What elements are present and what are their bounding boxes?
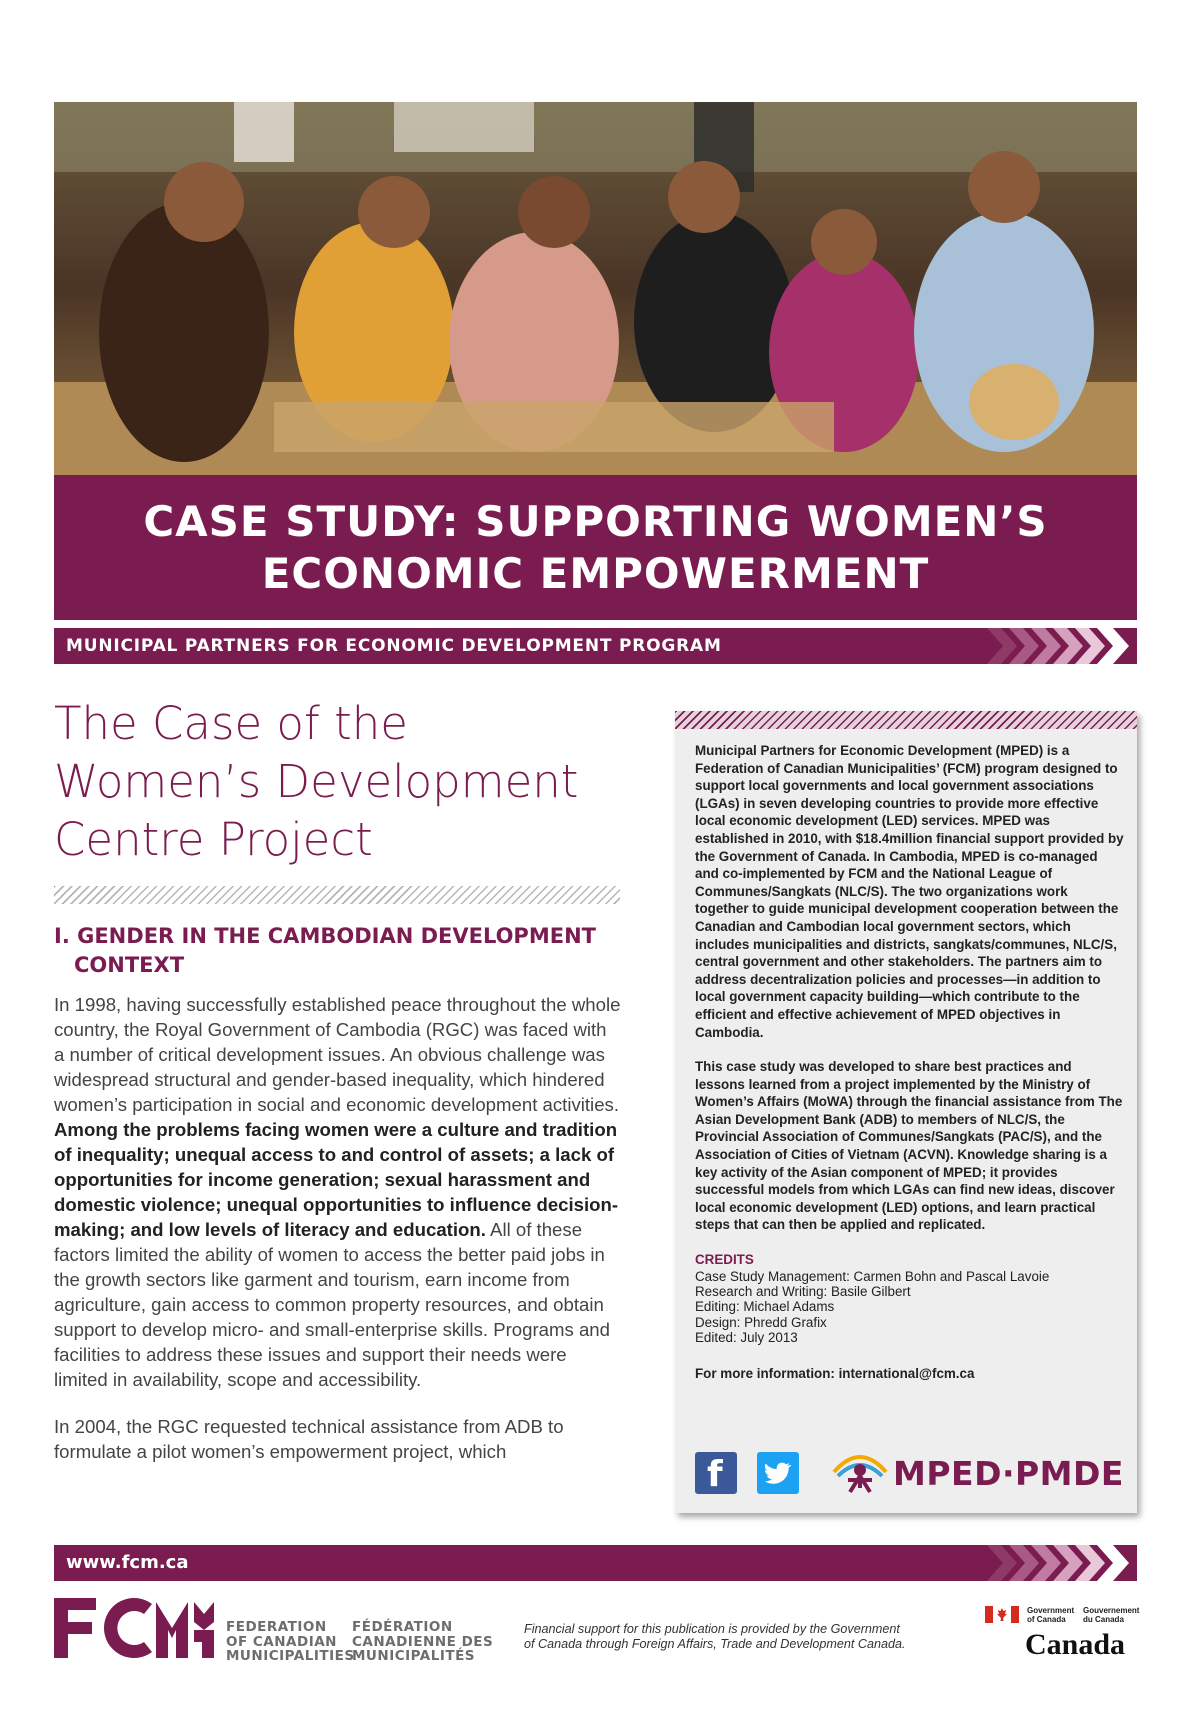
title-banner xyxy=(54,475,1137,620)
sidebar-paragraph: This case study was developed to share best practices and lessons learned from a project implemented by the Ministry of Women’s Affairs (MoWA) through the financial assistance from The Asian Development Bank (ADB) to members of NLC/S, the Provincial Association of Communes/Sangkats (PAC/S), and the Association of Cities of Vietnam (ACVN). Knowledge sharing is a key activity of the Asian component of MPED; it provides successful models from which LGAs can find new ideas, discover local economic development (LED) options, and learn practical steps that can then be applied and replicated. xyxy=(695,1059,1123,1233)
hero-photo xyxy=(54,102,1137,475)
fcm-logo-icon xyxy=(54,1598,214,1658)
sidebar-hatch xyxy=(675,711,1137,729)
fcm-name-french: FÉDÉRATION CANADIENNE DES MUNICIPALITÉS xyxy=(352,1619,494,1664)
bird-icon xyxy=(757,1452,799,1494)
contact-info: For more information: international@fcm.ca xyxy=(695,1366,975,1382)
social-row xyxy=(695,1448,1125,1496)
program-label: MUNICIPAL PARTNERS FOR ECONOMIC DEVELOPMENT PROGRAM xyxy=(66,636,722,656)
credits-list: Case Study Management: Carmen Bohn and Pascal Lavoie Research and Writing: Basile Gilbert Editing: Michael Adams Design: Phredd Grafix Edited: July 2013 xyxy=(695,1268,1050,1345)
paragraph: In 1998, having successfully established peace throughout the whole country, the Royal Government of Cambodia (RGC) was faced with a number of critical development issues. An obvious challenge was widespread structural and gender-based inequality, which hindered women’s participation in social and economic development activities. Among the problems facing women were a culture and tradition of inequality; unequal access to and control of assets; a lack of opportunities for income generation; sexual harassment and domestic violence; unequal opportunities to influence decision-making; and low levels of literacy and education. All of these factors limited the ability of women to access the better paid jobs in the growth sectors like garment and tourism, earn income from agriculture, gain access to common property resources, and obtain support to develop micro- and small-enterprise skills. Programs and facilities to address these issues and support their needs were limited in availability, scope and accessibility. xyxy=(54,994,621,1390)
fcm-name-english: FEDERATION OF CANADIAN MUNICIPALITIES xyxy=(226,1619,355,1664)
case-title: The Case of the Women’s Development Centre Project xyxy=(54,697,579,866)
program-strip xyxy=(54,628,1137,664)
government-french: Gouvernement du Canada xyxy=(1083,1606,1140,1624)
twitter-icon[interactable] xyxy=(757,1452,799,1494)
body-text xyxy=(54,992,622,1486)
website-link[interactable]: www.fcm.ca xyxy=(66,1552,189,1573)
funding-note: Financial support for this publication is provided by the Government of Canada through Foreign Affairs, Trade and Development Canada. xyxy=(524,1622,906,1651)
facebook-icon[interactable]: f xyxy=(695,1452,737,1494)
document-title: CASE STUDY: SUPPORTING WOMEN’S ECONOMIC EMPOWERMENT xyxy=(143,496,1048,598)
footer-strip xyxy=(54,1545,1137,1581)
sidebar-text xyxy=(695,742,1125,1383)
credits-title: CREDITS xyxy=(695,1252,754,1268)
government-of-canada-logo xyxy=(985,1606,1140,1678)
chevron-arrows-icon xyxy=(987,1545,1137,1581)
sidebar-paragraph: Municipal Partners for Economic Development (MPED) is a Federation of Canadian Municipalities’ (FCM) program designed to support local governments and local government associations (LGAs) in seven developing countries to provide more effective local economic development (LED) services. MPED was established in 2010, with $18.4million financial support provided by the Government of Canada. In Cambodia, MPED is co-managed and co-implemented by FCM and the National League of Communes/Sangkats (NLC/S). The two organizations work together to guide municipal development cooperation between the Canadian and Cambodian local government sectors, which includes municipalities and districts, sangkats/communes, NLC/S, central government and other stakeholders. The partners aim to address decentralization policies and processes—in addition to local government capacity building—which contribute to the efficient and effective achievement of MPED objectives in Cambodia. xyxy=(695,743,1124,1040)
hatch-divider xyxy=(54,886,620,904)
chevron-arrows-icon xyxy=(987,628,1137,664)
canada-wordmark: Canada xyxy=(1025,1628,1126,1661)
mped-wordmark: MPED·PMDE xyxy=(893,1454,1124,1493)
paragraph: In 2004, the RGC requested technical assistance from ADB to formulate a pilot women’s empowerment project, which xyxy=(54,1416,564,1462)
government-english: Government of Canada xyxy=(1027,1606,1075,1624)
canada-flag-icon xyxy=(985,1606,1019,1623)
section-heading: I. GENDER IN THE CAMBODIAN DEVELOPMENT CONTEXT xyxy=(54,924,596,977)
mped-logo-icon xyxy=(830,1448,890,1496)
